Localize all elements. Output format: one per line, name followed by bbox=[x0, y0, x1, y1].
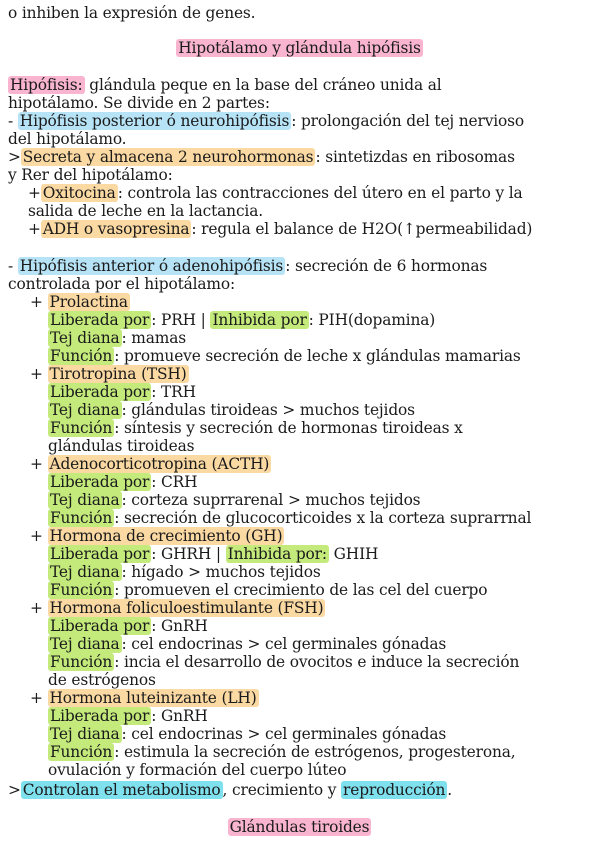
text-line: Función : incia el desarrollo de ovocitos e induce la secreción bbox=[50, 653, 520, 671]
text-line: y Rer del hipotálamo: bbox=[8, 166, 173, 184]
text-line: Tej diana : hígado > muchos tejidos bbox=[50, 563, 321, 581]
section-title: Hipotálamo y glándula hipófisis bbox=[178, 39, 421, 57]
text-line: ovulación y formación del cuerpo lúteo bbox=[48, 761, 347, 779]
text-line: Liberada por : TRH bbox=[50, 383, 196, 401]
text-line: Función : secreción de glucocorticoides x la corteza suprarrnal bbox=[50, 509, 532, 527]
text-line: Función : síntesis y secreción de hormonas tiroideas x bbox=[50, 419, 463, 437]
text-line: + ADH o vasopresina : regula el balance de H2O(↑permeabilidad) bbox=[28, 220, 533, 238]
text-line: Hipófisis: glándula peque en la base del cráneo unida al bbox=[10, 76, 442, 94]
hormone-heading: + Hormona foliculoestimulante (FSH) bbox=[30, 599, 324, 617]
section-title: Glándulas tiroides bbox=[229, 818, 370, 836]
text-line: Liberada por : GnRH bbox=[50, 617, 208, 635]
text-line: Liberada por : PRH | Inhibida por : PIH(dopamina) bbox=[50, 311, 436, 329]
text-line: Tej diana : cel endocrinas > cel germinales gónadas bbox=[50, 725, 447, 743]
text-line: + Oxitocina : controla las contracciones del útero en el parto y la bbox=[28, 184, 523, 202]
hormone-heading: + Tirotropina (TSH) bbox=[30, 365, 187, 383]
hormone-heading: + Prolactina bbox=[30, 293, 128, 311]
text-line: Función : promueven el crecimiento de las cel del cuerpo bbox=[50, 581, 488, 599]
text-line: Tej diana : corteza suprrarenal > muchos tejidos bbox=[50, 491, 421, 509]
text-line: hipotálamo. Se divide en 2 partes: bbox=[8, 94, 270, 112]
text-line: de estrógenos bbox=[48, 671, 156, 689]
text-line: Liberada por : CRH bbox=[50, 473, 198, 491]
text-line: > Controlan el metabolismo , crecimiento y reproducción . bbox=[8, 781, 453, 799]
text-line: Tej diana : mamas bbox=[50, 329, 186, 347]
text-line: Tej diana : cel endocrinas > cel germinales gónadas bbox=[50, 635, 447, 653]
text-line: salida de leche en la lactancia. bbox=[28, 202, 263, 220]
text-line: Liberada por : GHRH | Inhibida por: GHIH bbox=[50, 545, 379, 563]
text-line: glándulas tiroideas bbox=[48, 437, 195, 455]
text-line: Liberada por : GnRH bbox=[50, 707, 208, 725]
text-line: - Hipófisis anterior ó adenohipófisis : secreción de 6 hormonas bbox=[8, 257, 488, 275]
text-line: o inhiben la expresión de genes. bbox=[8, 4, 256, 22]
text-line: > Secreta y almacena 2 neurohormonas : sintetizdas en ribosomas bbox=[8, 148, 515, 166]
text-line: Tej diana : glándulas tiroideas > muchos tejidos bbox=[50, 401, 415, 419]
hormone-heading: + Hormona de crecimiento (GH) bbox=[30, 527, 283, 545]
text-line: - Hipófisis posterior ó neurohipófisis : prolongación del tej nervioso bbox=[8, 112, 525, 130]
text-line: Función : estimula la secreción de estrógenos, progesterona, bbox=[50, 743, 516, 761]
text-line: controlada por el hipotálamo: bbox=[8, 275, 236, 293]
hormone-heading: + Hormona luteinizante (LH) bbox=[30, 689, 257, 707]
text-line: Función : promueve secreción de leche x glándulas mamarias bbox=[50, 347, 521, 365]
text-line: del hipotálamo. bbox=[8, 130, 127, 148]
hormone-heading: + Adenocorticotropina (ACTH) bbox=[30, 455, 270, 473]
